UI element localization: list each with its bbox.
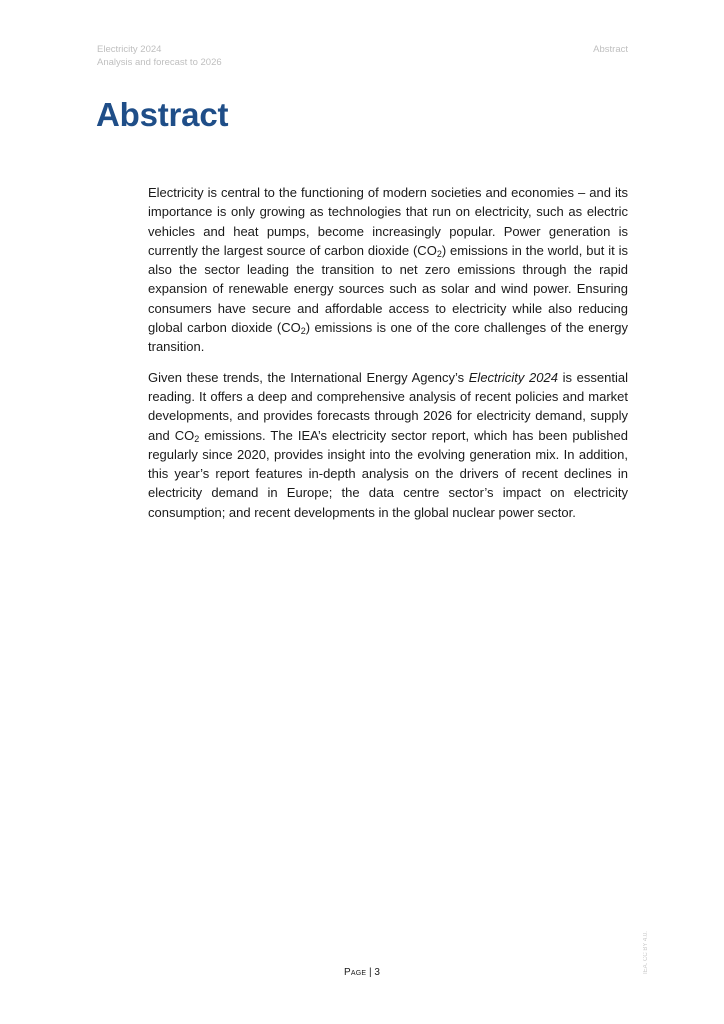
header-doc-subtitle: Analysis and forecast to 2026 <box>97 57 222 68</box>
running-header <box>97 43 222 69</box>
abstract-paragraph-2: Given these trends, the International Energy Agency’s Electricity 2024 is essential reading. It offers a deep and comprehensive analysis of recent policies and market developments, and provides forecasts through 2026 for electricity demand, supply and $CO_2$ emissions. The IEA’s electricity sector report, which has been published regularly since 2020, provides insight into the evolving generation mix. In addition, this year’s report features in-depth analysis on the drivers of recent declines in electricity demand in Europe; the data centre sector’s impact on electricity consumption; and recent developments in the global nuclear power sector. <box>148 369 628 520</box>
page-title: Abstract <box>96 96 229 133</box>
abstract-body <box>148 183 628 533</box>
header-section-name: Abstract <box>593 44 628 55</box>
page-separator: | <box>366 967 375 978</box>
abstract-paragraph-1: Electricity is central to the functioning of modern societies and economies – and its importance is only growing as technologies that run on electricity, such as electric vehicles and heat pumps, become increasingly popular. Power generation is currently the largest source of carbon dioxide $(CO_2)$ emissions in the world, but it is also the sector leading the transition to net zero emissions through the rapid expansion of renewable energy sources such as solar and wind power. Ensuring consumers have secure and affordable access to electricity while also reducing global carbon dioxide $(CO_2)$ emissions is one of the core challenges of the energy transition. <box>148 185 629 355</box>
report-title-italic: Electricity 2024 <box>468 369 558 385</box>
license-notice: IEA. CC BY 4.0. <box>643 931 649 974</box>
page-label: Page <box>344 967 367 978</box>
page-number: 3 <box>374 967 380 978</box>
page-footer <box>0 967 724 978</box>
header-doc-title: Electricity 2024 <box>97 44 162 55</box>
